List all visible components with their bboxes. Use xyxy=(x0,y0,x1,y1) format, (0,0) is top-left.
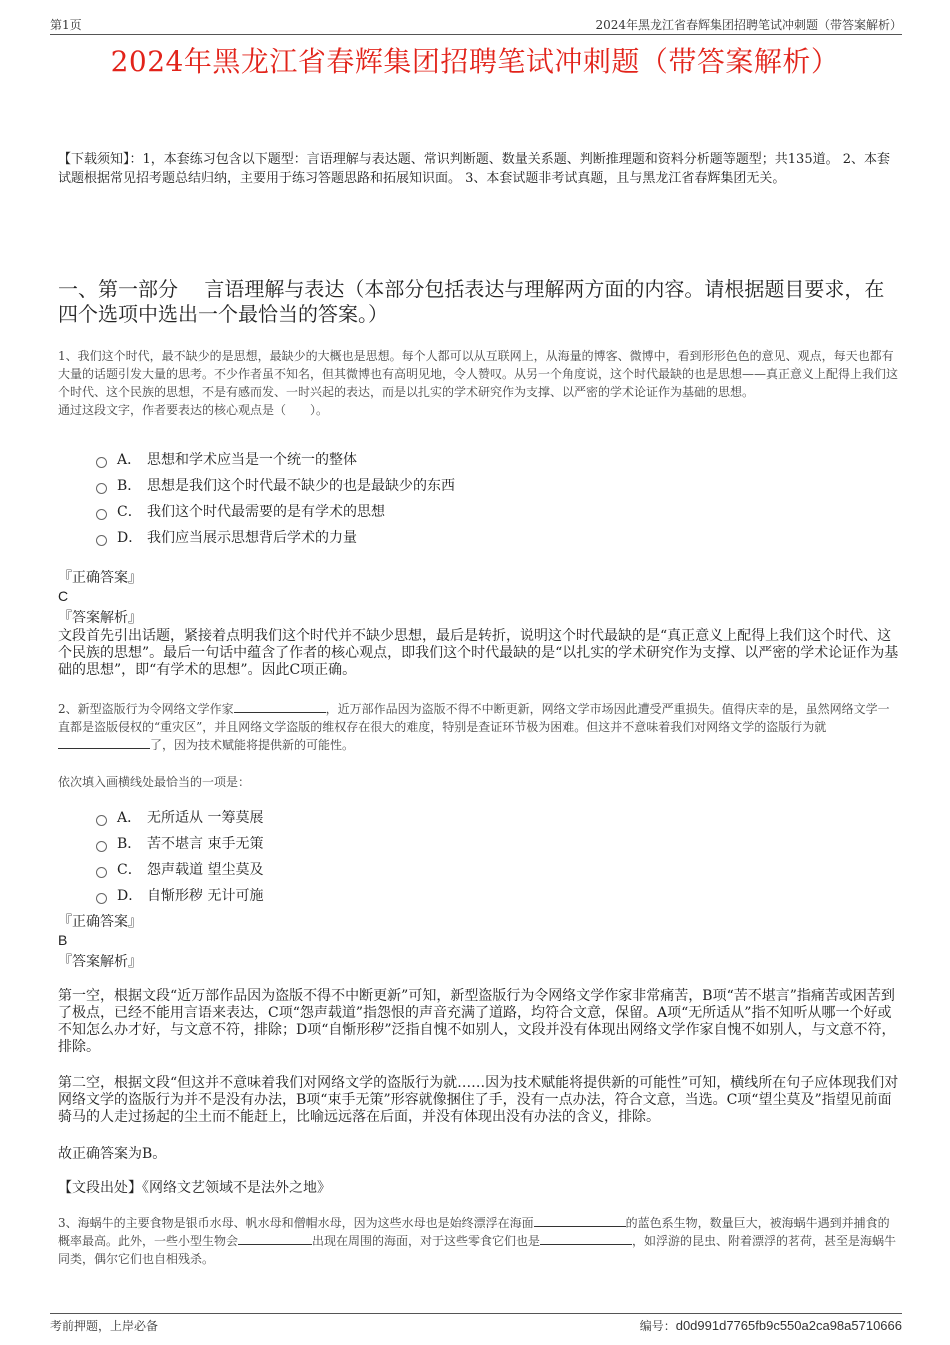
q1-option-d[interactable]: D． 我们应当展示思想背后学术的力量 xyxy=(96,527,357,547)
q2-answer: B xyxy=(58,932,68,948)
page-number: 第1页 xyxy=(50,18,82,32)
footer-slogan: 考前押题，上岸必备 xyxy=(50,1319,159,1333)
q1-option-b[interactable]: B． 思想是我们这个时代最不缺少的也是最缺少的东西 xyxy=(96,475,455,495)
question-2-prompt: 依次填入画横线处最恰当的一项是： xyxy=(58,775,251,789)
footer-code-value: d0d991d7765fb9c550a2ca98a5710666 xyxy=(675,1318,902,1333)
radio-icon[interactable] xyxy=(96,483,107,494)
q2-analysis-para-1: 第一空，根据文段“近万部作品因为盗版不得不中断更新”可知，新型盗版行为令网络文学作家非常痛苦，B项“苦不堪言”指痛苦或困苦到了极点，已经不能用言语来表达，C项“怨声载道”指怨恨的声音充满了道路，均符合文意，保留。A项“无所适从”指不知听从哪一个好或不知怎么办才好，与文意不符，排除；D项“自惭形秽”泛指自愧不如别人，文段并没有体现出网络文学作家自愧不如别人，与文意不符，排除。 xyxy=(58,988,896,1055)
question-1 xyxy=(58,347,900,419)
footer-code xyxy=(640,1317,902,1334)
q2-source: 【文段出处】《网络文艺领域不是法外之地》 xyxy=(58,1180,331,1196)
page-footer xyxy=(50,1313,902,1332)
q2-analysis-label: 『答案解析』 xyxy=(58,954,142,970)
header-doc-title: 2024年黑龙江省春辉集团招聘笔试冲刺题（带答案解析） xyxy=(595,18,902,32)
fill-blank xyxy=(234,700,326,713)
radio-icon[interactable] xyxy=(96,509,107,520)
question-3-stem: 3、海蜗牛的主要食物是银币水母、帆水母和僧帽水母，因为这些水母也是始终漂浮在海面 的蓝色系生物，数量巨大，被海蜗牛遇到并捕食的概率最高。此外，一些小型生物会 出现在周围的海面，对于这些零食它们也是 ，如浮游的昆虫、附着漂浮的茗荷，甚至是海蜗牛同类，偶尔它们也自相残杀。 xyxy=(58,1216,897,1266)
download-notice: 【下载须知】：1，本套练习包含以下题型：言语理解与表达题、常识判断题、数量关系题、判断推理题和资料分析题等题型；共135道。 2、本套试题根据常见招考题总结归纳，主要用于练习答题思路和拓展知识面。 3、本套试题非考试真题，且与黑龙江省春辉集团无关。 xyxy=(58,152,890,186)
q1-option-a[interactable]: A． 思想和学术应当是一个统一的整体 xyxy=(96,449,357,469)
q1-answer: C xyxy=(58,588,69,604)
q2-analysis-conclusion: 故正确答案为B。 xyxy=(58,1146,167,1162)
radio-icon[interactable] xyxy=(96,893,107,904)
q2-option-d[interactable]: D． 自惭形秽 无计可施 xyxy=(96,885,263,905)
footer-code-label: 编号： xyxy=(639,1319,676,1333)
q2-option-a[interactable]: A． 无所适从 一筹莫展 xyxy=(96,807,263,827)
radio-icon[interactable] xyxy=(96,867,107,878)
q2-option-c[interactable]: C． 怨声载道 望尘莫及 xyxy=(96,859,263,879)
section-heading: 一、第一部分 言语理解与表达（本部分包括表达与理解两方面的内容。请根据题目要求，在四个选项中选出一个最恰当的答案。） xyxy=(58,277,885,326)
fill-blank xyxy=(58,736,150,749)
question-2-stem: 2、新型盗版行为令网络文学作家 ，近万部作品因为盗版不得不中断更新，网络文学市场因此遭受严重损失。值得庆幸的是，虽然网络文学一直都是盗版侵权的“重灾区”，并且网络文学盗版的维权存在很大的难度，特别是查证环节极为困难。但这并不意味着我们对网络文学的盗版行为就了，因为技术赋能将提供新的可能性。 xyxy=(58,702,890,752)
q1-option-c[interactable]: C． 我们这个时代最需要的是有学术的思想 xyxy=(96,501,385,521)
radio-icon[interactable] xyxy=(96,815,107,826)
question-1-stem: 1、我们这个时代，最不缺少的是思想，最缺少的大概也是思想。每个人都可以从互联网上，从海量的博客、微博中，看到形形色色的意见、观点，每天也都有大量的话题引发大量的思考。不少作者虽不知名，但其微博也有高明见地，令人赞叹。从另一个角度说，这个时代最缺的也是思想——真正意义上配得上我们这个时代、这个民族的思想，不是有感而发、一时兴起的表达，而是以扎实的学术研究作为支撑、以严密的学术论证作为基础的思想。 xyxy=(58,349,899,399)
fill-blank xyxy=(540,1232,632,1245)
question-1-prompt: 通过这段文字，作者要表达的核心观点是（ ）。 xyxy=(58,403,329,417)
fill-blank xyxy=(238,1232,312,1245)
page-header xyxy=(50,16,902,35)
q2-answer-label: 『正确答案』 xyxy=(58,914,142,930)
radio-icon[interactable] xyxy=(96,535,107,546)
radio-icon[interactable] xyxy=(96,841,107,852)
fill-blank xyxy=(534,1214,626,1227)
page-title: 2024年黑龙江省春辉集团招聘笔试冲刺题（带答案解析） xyxy=(110,45,840,78)
radio-icon[interactable] xyxy=(96,457,107,468)
q2-option-b[interactable]: B． 苦不堪言 束手无策 xyxy=(96,833,263,853)
q2-analysis-para-2: 第二空，根据文段“但这并不意味着我们对网络文学的盗版行为就……因为技术赋能将提供新的可能性”可知，横线所在句子应体现我们对网络文学的盗版行为并不是没有办法，B项“束手无策”形容就像捆住了手，没有一点办法，符合文意，当选。C项“望尘莫及”指望见前面骑马的人走过扬起的尘土而不能赶上，比喻远远落在后面，并没有体现出没有办法的含义，排除。 xyxy=(58,1075,899,1125)
question-2 xyxy=(58,700,900,754)
q1-answer-label: 『正确答案』 xyxy=(58,570,142,586)
q1-analysis: 文段首先引出话题，紧接着点明我们这个时代并不缺少思想，最后是转折，说明这个时代最缺的是“真正意义上配得上我们这个时代、这个民族的思想”。最后一句话中蕴含了作者的核心观点，即我们这个时代最缺的是“以扎实的学术研究作为支撑、以严密的学术论证作为基础的思想”，即“有学术的思想”。因此C项正确。 xyxy=(58,628,899,678)
question-3 xyxy=(58,1214,900,1268)
q1-analysis-label: 『答案解析』 xyxy=(58,610,142,626)
